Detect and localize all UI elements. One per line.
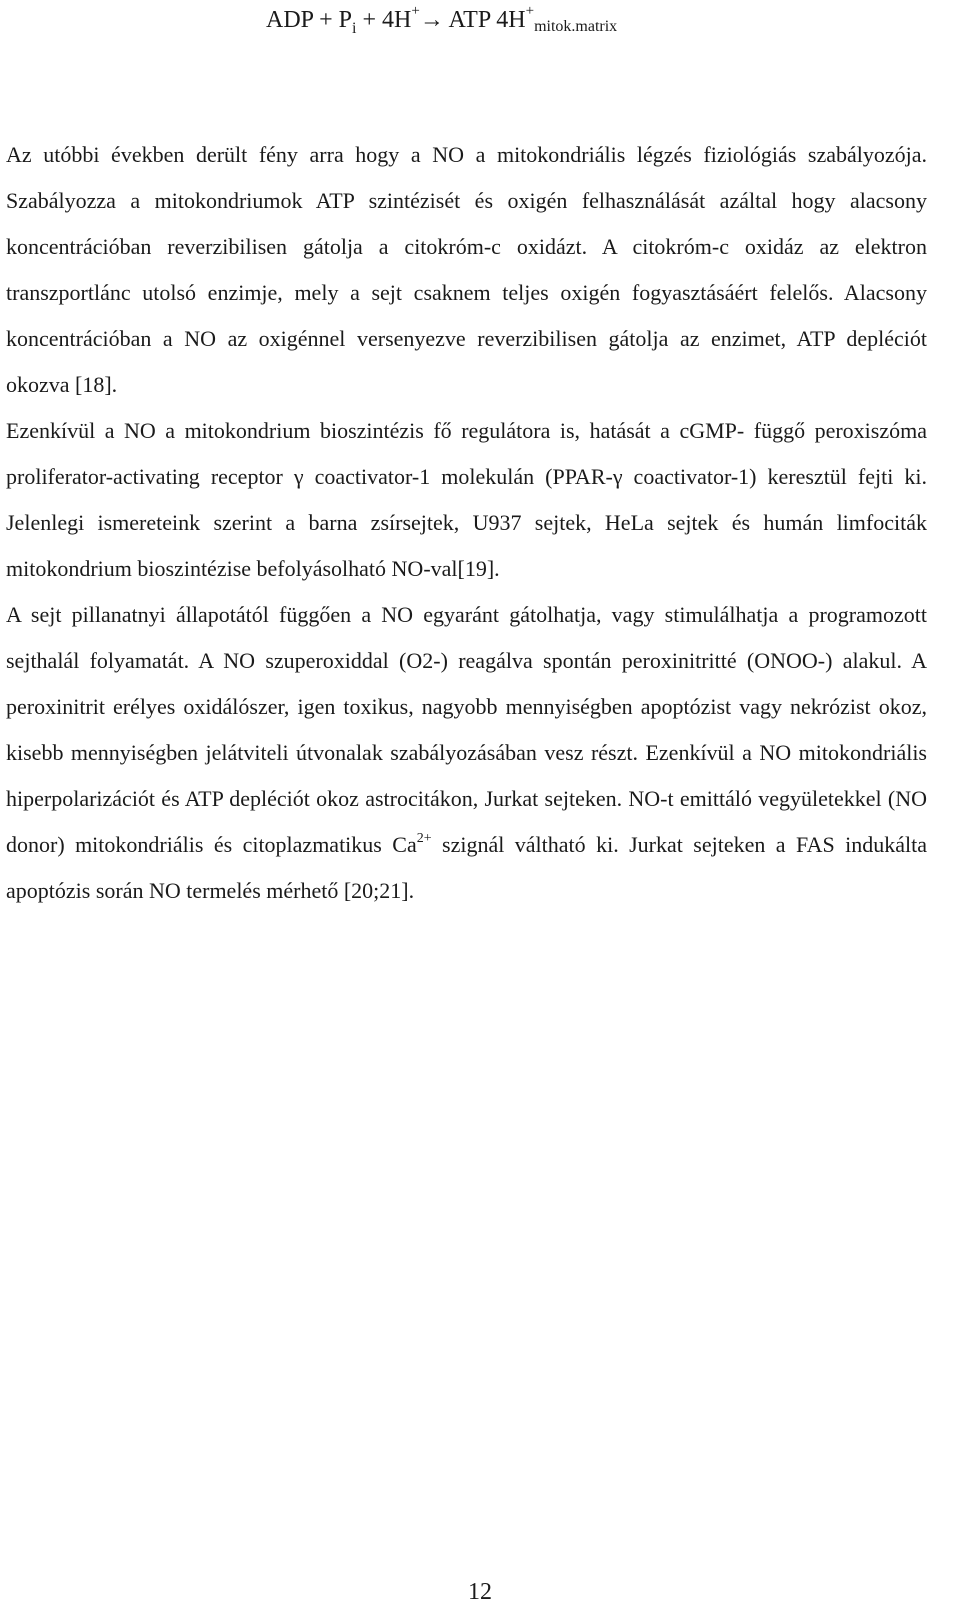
proton-charge-left: + (411, 3, 420, 19)
reaction-arrow: → (419, 7, 444, 33)
paragraph-no-respiration: Az utóbbi években derült fény arra hogy a NO a mitokondriális légzés fiziológiás szabályozója. Szabályozza a mitokondriumok ATP szintézisét és oxigén felhasználását azáltal hogy alacsony koncentrációban reverzibilisen gátolja a citokróm-c oxidázt. A citokróm-c oxidáz az elektron transzportlánc utolsó enzimje, mely a sejt csaknem teljes oxigén fogyasztásáért felelős. Alacsony koncentrációban a NO az oxigénnel versenyezve reverzibilisen gátolja az enzimet, ATP depléciót okozva [18]. (6, 142, 927, 397)
paragraph-no-biogenesis: Ezenkívül a NO a mitokondrium bioszintézis fő regulátora is, hatását a cGMP- függő peroxiszóma proliferator-activating receptor γ coactivator-1 molekulán (PPAR-γ coactivator-1) keresztül fejti ki. Jelenlegi ismereteink szerint a barna zsírsejtek, U937 sejtek, HeLa sejtek és humán limfociták mitokondrium bioszintézise befolyásolható NO-val[19]. (6, 418, 927, 581)
body-text (6, 132, 927, 914)
equation-products: ATP 4H (443, 7, 526, 33)
reaction-equation (266, 2, 946, 42)
equation-protons-left: + 4H (356, 7, 412, 33)
pi-subscript: i (352, 20, 357, 37)
paragraph-no-apoptosis (6, 592, 927, 914)
page-number: 12 (468, 1579, 492, 1605)
paragraph-text-end: szignál váltható ki. Jurkat sejteken a FAS indukálta apoptózis során NO termelés mérhető [20;21]. (6, 832, 928, 903)
equation-location: mitok.matrix (534, 18, 618, 35)
proton-charge-right: + (525, 3, 535, 19)
calcium-charge: 2+ (416, 831, 432, 846)
paragraph-text-start: A sejt pillanatnyi állapotától függően a NO egyaránt gátolhatja, vagy stimulálhatja a programozott sejthalál folyamatát. A NO szuperoxiddal (O2-) reagálva spontán peroxinitritté (ONOO-) alakul. A peroxinitrit erélyes oxidálószer, igen toxikus, nagyobb mennyiségben apoptózist vagy nekrózist okoz, kisebb mennyiségben jelátviteli útvonalak szabályozásában vesz részt. Ezenkívül a NO mitokondriális hiperpolarizációt és ATP depléciót okoz astrocitákon, Jurkat sejteken. NO-t emittáló vegyületekkel (NO donor) mitokondriális és citoplazmatikus Ca (6, 602, 927, 857)
equation-reactants: ADP + P (266, 7, 353, 33)
